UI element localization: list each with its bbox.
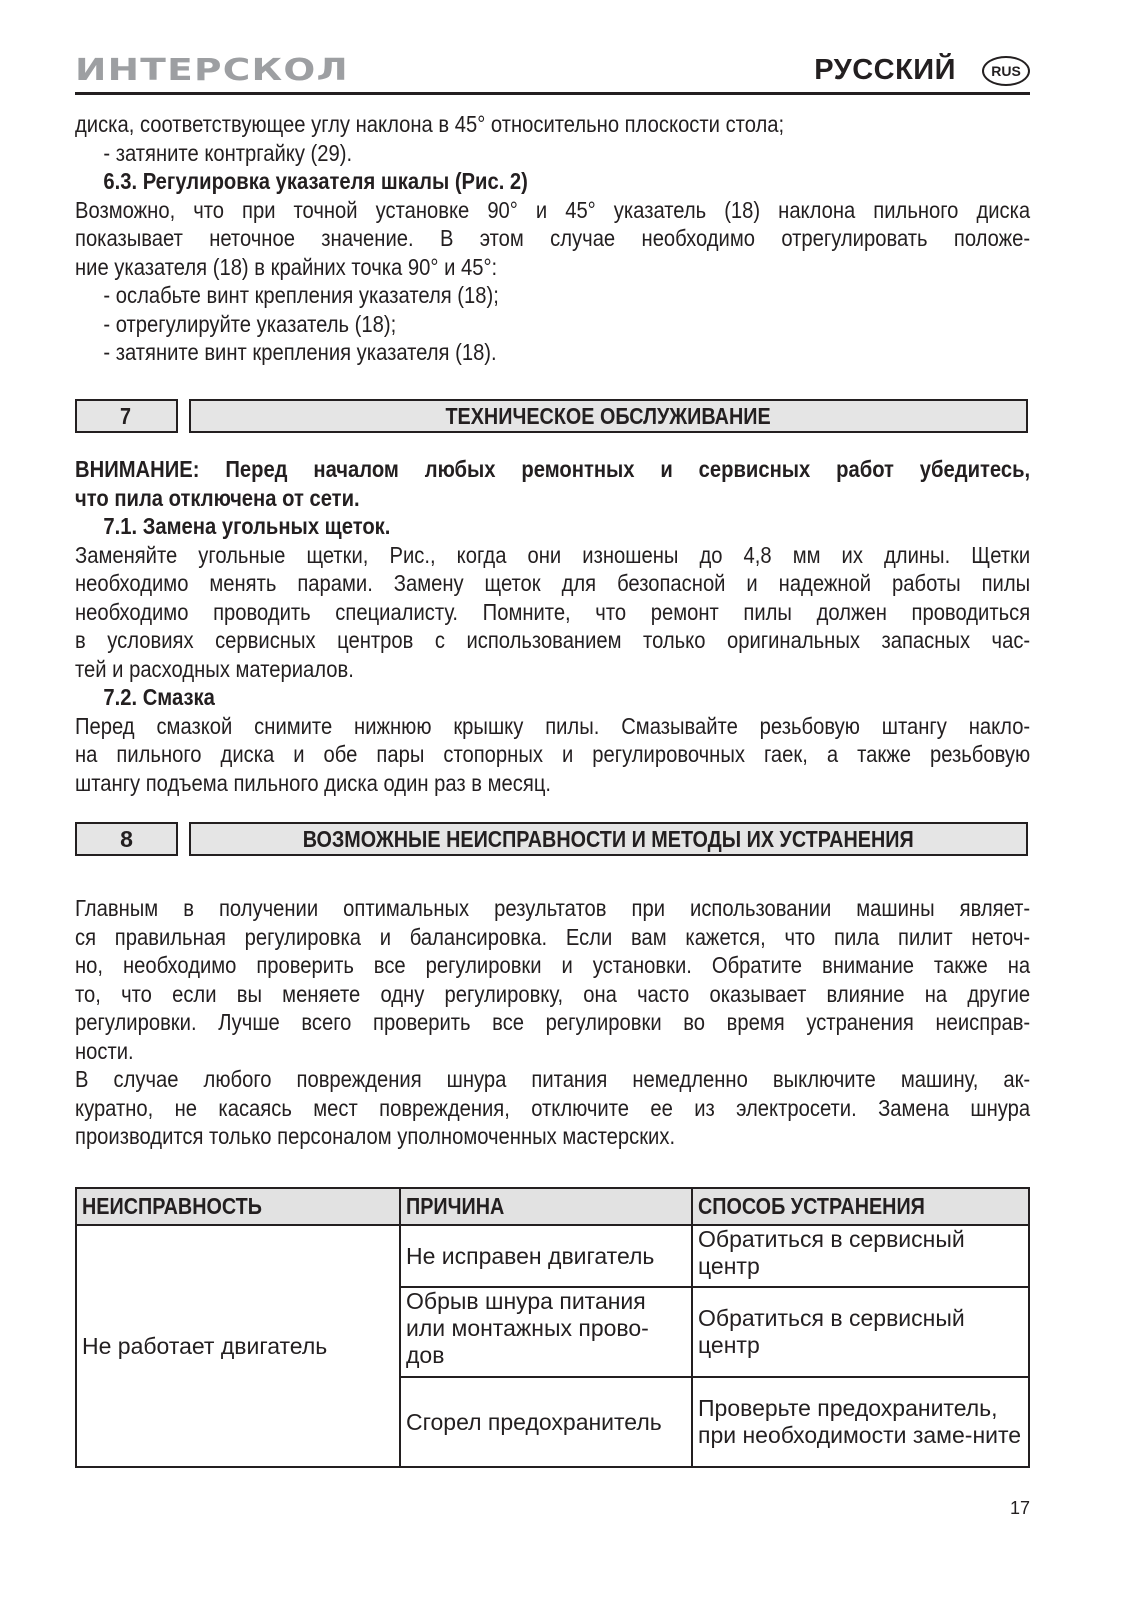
paragraph-line: В случае любого повреждения шнура питания немедленно выключите машину, ак-: [75, 1066, 1031, 1092]
cause-cell: Сгорел предохранитель: [400, 1377, 692, 1467]
brand-name: ИНТЕРСКОЛ: [75, 53, 349, 88]
paragraph-line: Главным в получении оптимальных результатов при использовании машины являет-: [75, 895, 1031, 921]
column-header-fault: НЕИСПРАВНОСТЬ: [76, 1188, 400, 1225]
fault-cell: Не работает двигатель: [76, 1225, 400, 1467]
paragraph-line: куратно, не касаясь мест повреждения, отключите ее из электросети. Замена шнура: [75, 1094, 1031, 1121]
remedy-cell: Обратиться в сервисный центр: [692, 1287, 1029, 1377]
paragraph-line: Перед смазкой снимите нижнюю крышку пилы. Смазывайте резьбовую штангу накло-: [75, 712, 1031, 739]
intro-step: - затяните контргайку (29).: [103, 139, 353, 166]
paragraph-line: Возможно, что при точной установке 90° и 45° указатель (18) наклона пильного диска: [75, 196, 1031, 223]
section-number: 8: [75, 822, 178, 856]
brand-logo: [75, 53, 349, 88]
paragraph-line: тей и расходных материалов.: [75, 655, 354, 682]
table-row: [76, 1225, 1029, 1287]
cause-cell: Обрыв шнура питания или монтажных прово-дов: [400, 1287, 692, 1377]
paragraph-line: ности.: [75, 1037, 134, 1064]
section-7-2-heading: 7.2. Смазка: [103, 684, 215, 710]
language-badge: RUS: [982, 56, 1030, 86]
cause-cell: Не исправен двигатель: [400, 1225, 692, 1287]
step-item: - отрегулируйте указатель (18);: [103, 310, 397, 337]
troubleshooting-table: [75, 1187, 1030, 1468]
column-header-remedy: СПОСОБ УСТРАНЕНИЯ: [692, 1188, 1029, 1225]
section-7-text: [75, 455, 1030, 797]
remedy-cell: Проверьте предохранитель, при необходимости заме-ните: [692, 1377, 1029, 1467]
paragraph-line: Заменяйте угольные щетки, Рис., когда они изношены до 4,8 мм их длины. Щетки: [75, 541, 1031, 568]
section-title: ВОЗМОЖНЫЕ НЕИСПРАВНОСТИ И МЕТОДЫ ИХ УСТРАНЕНИЯ: [189, 822, 1028, 856]
page-number: 17: [1009, 1498, 1030, 1518]
section-6-3-heading: 6.3. Регулировка указателя шкалы (Рис. 2): [103, 168, 528, 194]
paragraph-line: производится только персоналом уполномоченных мастерских.: [75, 1123, 676, 1149]
table-header-row: [76, 1188, 1029, 1225]
header-divider: [75, 92, 1030, 95]
language-indicator: [814, 54, 1030, 87]
section-7-1-heading: 7.1. Замена угольных щеток.: [103, 513, 391, 539]
section-7-header: [75, 399, 1030, 433]
paragraph-line: то, что если вы меняете одну регулировку, она часто оказывает влияние на другие: [75, 980, 1031, 1007]
paragraph-line: необходимо менять парами. Замену щеток для безопасной и надежной работы пилы: [75, 570, 1031, 596]
section-title: ТЕХНИЧЕСКОЕ ОБСЛУЖИВАНИЕ: [189, 399, 1028, 433]
section-6-3-text: [75, 110, 1030, 367]
section-8-header: [75, 822, 1030, 856]
step-item: - затяните винт крепления указателя (18).: [103, 339, 497, 365]
paragraph-line: ся правильная регулировка и балансировка. Если вам кажется, что пила пилит неточ-: [75, 923, 1031, 950]
paragraph-line: но, необходимо проверить все регулировки и установки. Обратите внимание также на: [75, 952, 1031, 978]
column-header-cause: ПРИЧИНА: [400, 1188, 692, 1225]
intro-line: диска, соответствующее углу наклона в 45° относительно плоскости стола;: [75, 111, 785, 137]
paragraph-line: штангу подъема пильного диска один раз в месяц.: [75, 769, 552, 796]
section-number: 7: [75, 399, 178, 433]
warning-line: что пила отключена от сети.: [75, 484, 360, 511]
page-header: [75, 50, 1030, 96]
paragraph-line: в условиях сервисных центров с использованием только оригинальных запасных час-: [75, 627, 1031, 653]
warning-line: ВНИМАНИЕ: Перед началом любых ремонтных и сервисных работ убедитесь,: [75, 456, 1031, 482]
remedy-cell: Обратиться в сервисный центр: [692, 1225, 1029, 1287]
section-8-text: [75, 894, 1030, 1151]
step-item: - ослабьте винт крепления указателя (18);: [103, 282, 499, 308]
paragraph-line: регулировки. Лучше всего проверить все регулировки во время устранения неисправ-: [75, 1009, 1031, 1035]
paragraph-line: необходимо проводить специалисту. Помните, что ремонт пилы должен проводиться: [75, 598, 1031, 625]
language-title: РУССКИЙ: [814, 54, 956, 86]
paragraph-line: на пильного диска и обе пары стопорных и регулировочных гаек, а также резьбовую: [75, 741, 1031, 767]
paragraph-line: показывает неточное значение. В этом случае необходимо отрегулировать положе-: [75, 225, 1031, 251]
paragraph-line: ние указателя (18) в крайних точка 90° и 45°:: [75, 253, 498, 280]
